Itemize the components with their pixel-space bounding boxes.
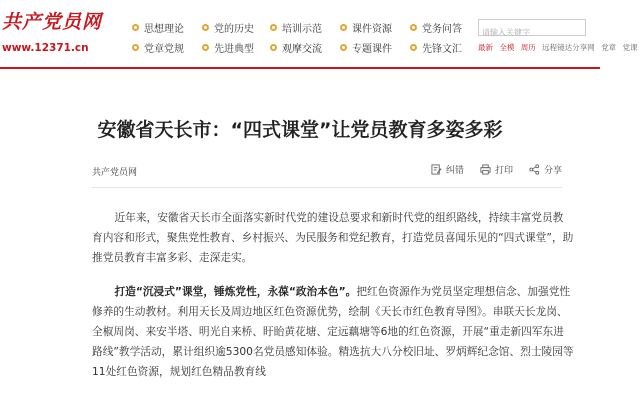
logo-url: www.12371.cn — [2, 42, 89, 54]
nav-item-exchange[interactable] — [270, 40, 322, 54]
article-paragraph — [92, 208, 574, 268]
nav-label: 培训示范 — [282, 23, 322, 35]
search-input[interactable] — [479, 25, 585, 40]
bullet-icon — [202, 24, 209, 31]
article-title: 安徽省天长市：“四式课堂”让党员教育多姿多彩 — [97, 119, 503, 141]
nav-item-vanguard-culture[interactable] — [410, 40, 462, 54]
print-label: 打印 — [494, 166, 513, 176]
logo-text: 共产党员网 — [2, 11, 103, 33]
bullet-icon — [132, 24, 139, 31]
nav-item-courseware[interactable] — [340, 20, 392, 34]
printer-icon — [480, 164, 491, 175]
header-divider — [0, 67, 600, 69]
nav-label: 专题课件 — [352, 43, 392, 55]
nav-label: 先进典型 — [214, 43, 254, 55]
article-paragraph — [92, 282, 574, 382]
article-meta — [92, 165, 562, 179]
paragraph-lead: 打造“沉浸式”课堂，锤炼党性，永葆“政治本色”。 — [114, 285, 357, 298]
print-button[interactable] — [480, 163, 513, 176]
quick-links — [478, 42, 638, 53]
nav-label: 党的历史 — [214, 23, 254, 35]
paragraph-text: 把红色资源作为党员坚定理想信念、加强党性修养的生动教材。利用天长及周边地区红色资源优势，绘制《天长市红色教育导图》。串联天长龙岗、全椒周岗、来安半塔、明光自来桥、盱眙黄花塘、定远藕塘等6地的红色资源，开展“重走新四军东进路线”教学活动，累计组织逾5300名党员感知体验。精选抗大八分校旧址、罗炳辉纪念馆、烈士陵园等11处红色资源，规划红色精品教育线 — [92, 285, 574, 378]
bullet-icon — [202, 44, 209, 51]
bullet-icon — [132, 44, 139, 51]
correction-label: 纠错 — [445, 166, 464, 176]
search-box — [478, 19, 586, 36]
link-latest[interactable]: 最新 — [478, 43, 493, 52]
link-constitution[interactable]: 党章 — [601, 43, 617, 52]
nav-item-theory[interactable] — [132, 20, 184, 34]
bullet-icon — [410, 24, 417, 31]
link-calendar[interactable]: 周历 — [520, 43, 536, 52]
bullet-icon — [340, 44, 347, 51]
site-header — [0, 0, 638, 68]
correction-button[interactable] — [431, 163, 464, 176]
article-tools — [415, 163, 562, 176]
nav-label: 先锋文汇 — [422, 43, 462, 55]
link-remote[interactable]: 远程镜达分享网 — [542, 43, 595, 52]
meta-divider — [92, 187, 562, 188]
share-button[interactable] — [529, 163, 562, 176]
bullet-icon — [340, 24, 347, 31]
edit-icon — [431, 164, 442, 175]
article-source: 共产党员网 — [92, 168, 138, 178]
link-full[interactable]: 全模 — [499, 43, 515, 52]
bullet-icon — [270, 44, 277, 51]
nav-label: 思想理论 — [144, 23, 184, 35]
nav-label: 观摩交流 — [282, 43, 322, 55]
nav-item-party-history[interactable] — [202, 20, 254, 34]
nav-item-training[interactable] — [270, 20, 322, 34]
share-label: 分享 — [543, 166, 562, 176]
site-logo[interactable] — [2, 10, 122, 58]
bullet-icon — [410, 44, 417, 51]
nav-label: 党务问答 — [422, 23, 462, 35]
nav-label: 课件资源 — [352, 23, 392, 35]
share-icon — [529, 164, 540, 175]
nav-item-qa[interactable] — [410, 20, 462, 34]
bullet-icon — [270, 24, 277, 31]
nav-item-topic-courseware[interactable] — [340, 40, 392, 54]
link-lessons[interactable]: 党课 — [622, 43, 638, 52]
paragraph-text: 近年来，安徽省天长市全面落实新时代党的建设总要求和新时代党的组织路线，持续丰富党员教育内容和形式，聚焦党性教育、乡村振兴、为民服务和党纪教育，打造党员喜闻乐见的“四式课堂”，助推党员教育丰富多彩、走深走实。 — [92, 211, 574, 264]
nav-label: 党章党规 — [144, 43, 184, 55]
nav-item-party-rules[interactable] — [132, 40, 184, 54]
article-body — [92, 208, 574, 396]
nav-item-models[interactable] — [202, 40, 254, 54]
